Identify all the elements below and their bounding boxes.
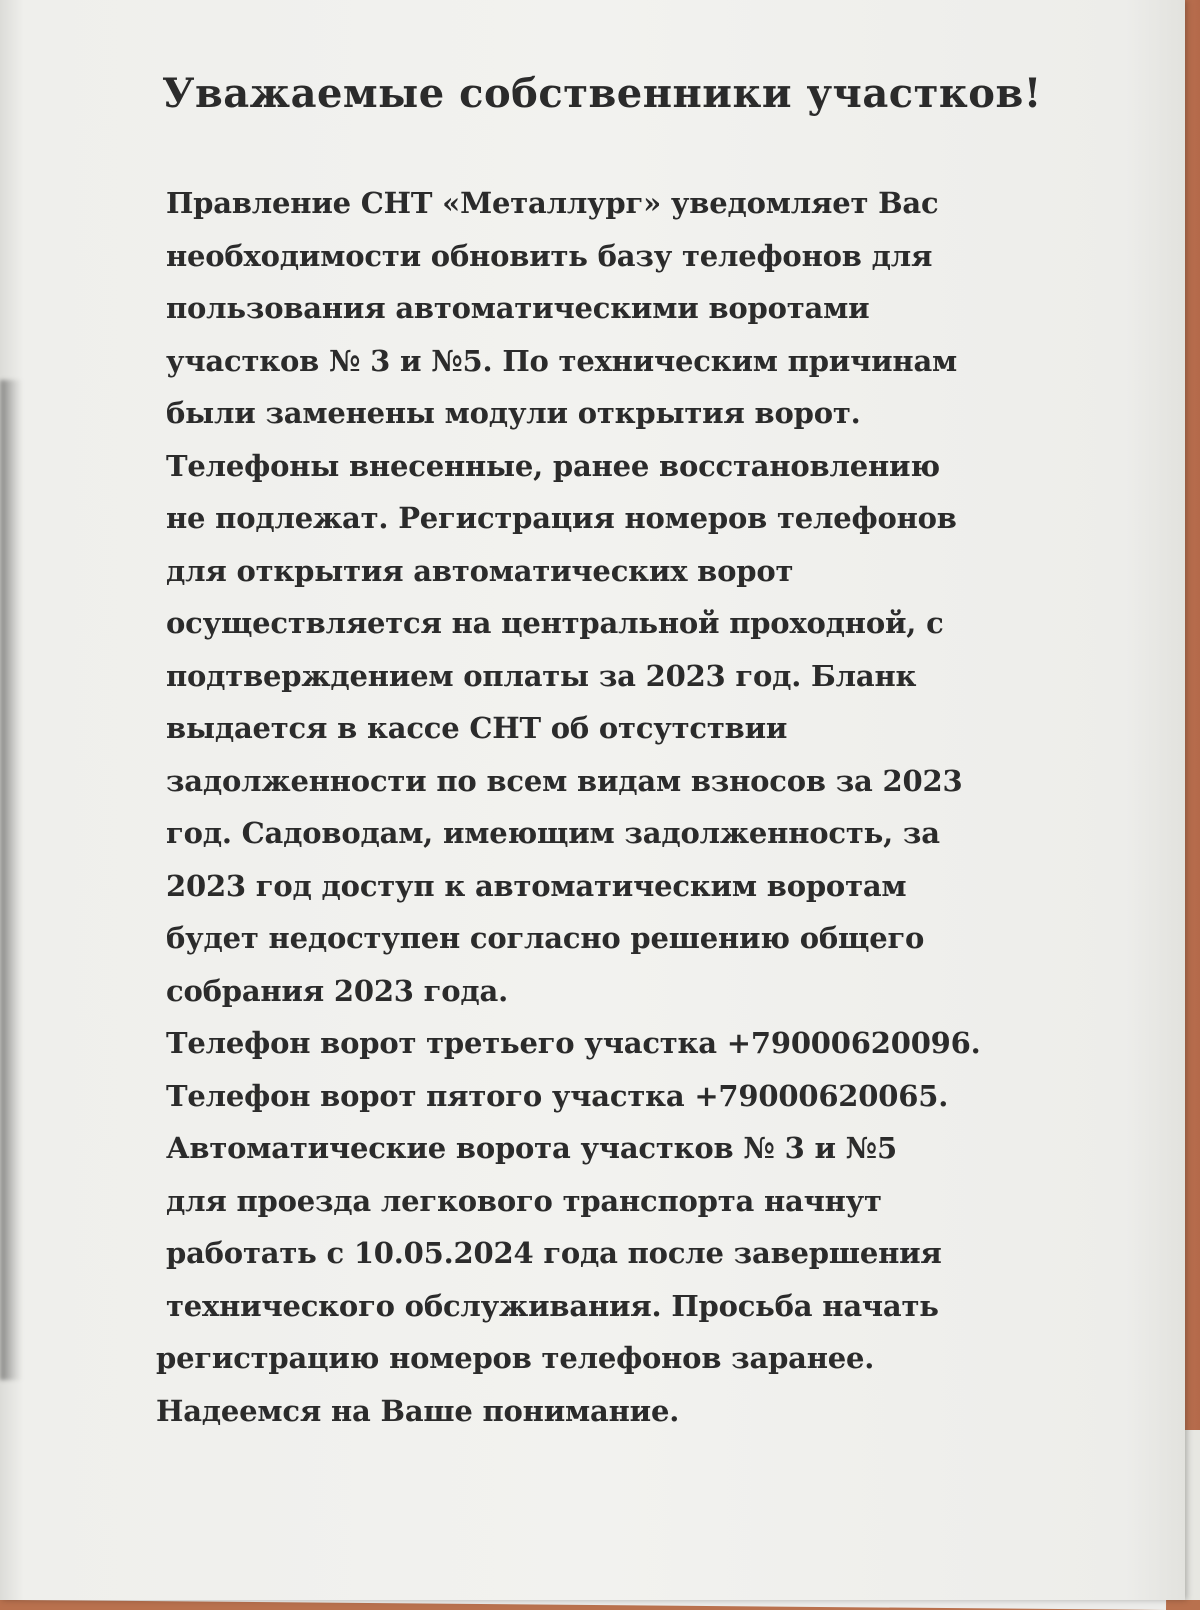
- notice-line: для проезда легкового транспорта начнут: [166, 1183, 882, 1218]
- toner-smudge: [0, 380, 22, 1380]
- notice-line: регистрацию номеров телефонов заранее.: [156, 1341, 875, 1375]
- notice-line: задолженности по всем видам взносов за 2023: [166, 763, 963, 798]
- gate-phone-third-section: Телефон ворот третьего участка +79000620096.: [166, 1026, 981, 1060]
- notice-line: выдается в кассе СНТ об отсутствии: [166, 711, 788, 745]
- notice-closing: Надеемся на Ваше понимание.: [156, 1393, 680, 1428]
- notice-line: будет недоступен согласно решению общего: [166, 921, 925, 955]
- notice-line: для открытия автоматических ворот: [166, 553, 794, 588]
- notice-line: Телефоны внесенные, ранее восстановлению: [166, 448, 940, 483]
- notice-line: не подлежат. Регистрация номеров телефонов: [166, 501, 957, 535]
- notice-line: Правление СНТ «Металлург» уведомляет Вас: [166, 186, 939, 220]
- notice-line: год. Садоводам, имеющим задолженность, за: [166, 816, 940, 850]
- notice-line: работать с 10.05.2024 года после завершения: [166, 1236, 942, 1270]
- notice-line: необходимости обновить базу телефонов для: [166, 238, 933, 273]
- notice-line: пользования автоматическими воротами: [166, 291, 870, 325]
- gate-phone-fifth-section: Телефон ворот пятого участка +79000620065.: [166, 1078, 949, 1113]
- notice-line: Автоматические ворота участков № 3 и №5: [166, 1131, 897, 1165]
- notice-line: технического обслуживания. Просьба начать: [166, 1288, 939, 1323]
- notice-line: собрания 2023 года.: [166, 973, 509, 1008]
- notice-text-block: [150, 70, 1090, 1437]
- notice-line: осуществляется на центральной проходной, с: [166, 606, 944, 640]
- notice-line: подтверждением оплаты за 2023 год. Бланк: [166, 658, 917, 693]
- notice-line: участков № 3 и №5. По техническим причинам: [166, 343, 958, 378]
- notice-title: Уважаемые собственники участков!: [162, 70, 1042, 117]
- notice-line: были заменены модули открытия ворот.: [166, 396, 861, 430]
- notice-line: 2023 год доступ к автоматическим воротам: [166, 868, 907, 903]
